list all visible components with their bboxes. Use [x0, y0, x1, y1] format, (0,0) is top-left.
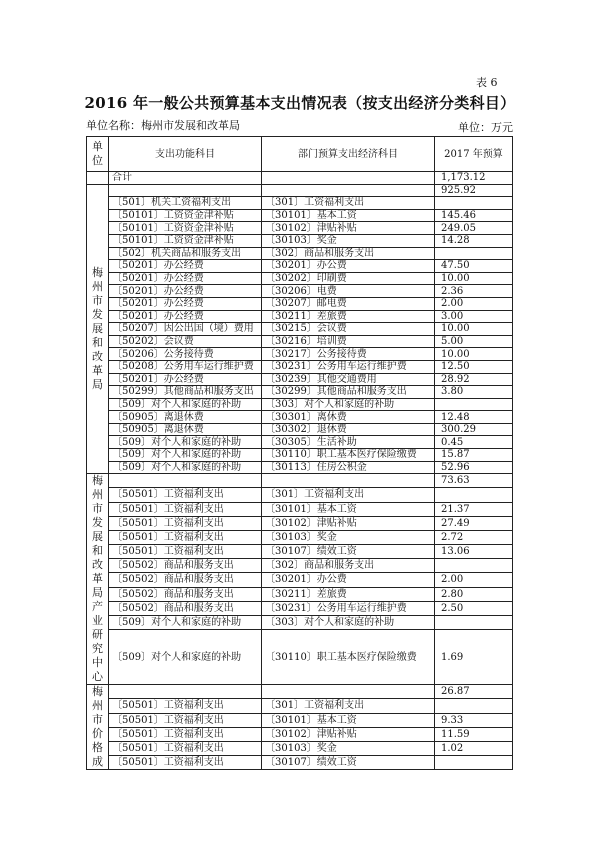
table-row [87, 530, 513, 544]
table-row [87, 559, 513, 573]
budget-value-cell: 10.00 [435, 323, 513, 336]
table-number: 表 6 [476, 76, 498, 89]
budget-value-cell [435, 247, 513, 260]
subtotal-row [87, 184, 513, 197]
page-title: 2016 年一般公共预算基本支出情况表（按支出经济分类科目） [84, 94, 516, 112]
subtotal-value: 73.63 [435, 474, 513, 488]
function-subject-cell: 〔50502〕商品和服务支出 [109, 601, 262, 615]
economic-subject-cell: 〔30206〕电费 [262, 285, 435, 298]
function-subject-cell: 〔50201〕办公经费 [109, 373, 262, 386]
table-row [87, 449, 513, 462]
economic-subject-cell: 〔30107〕绩效工资 [262, 545, 435, 559]
table-row [87, 197, 513, 210]
table-row [87, 545, 513, 559]
table-row [87, 222, 513, 235]
budget-value-cell: 21.37 [435, 502, 513, 516]
table-row [87, 573, 513, 587]
function-subject-cell: 〔50501〕工资福利支出 [109, 727, 262, 741]
header-economic-subject: 部门预算支出经济科目 [262, 137, 435, 172]
economic-subject-cell: 〔30201〕办公费 [262, 573, 435, 587]
economic-subject-cell: 〔30231〕公务用车运行维护费 [262, 601, 435, 615]
budget-value-cell: 2.50 [435, 601, 513, 615]
function-subject-cell: 〔50208〕公务用车运行维护费 [109, 360, 262, 373]
economic-subject-cell: 〔30216〕培训费 [262, 335, 435, 348]
unit-name-text: 梅州市发展和改革局产业研究中心 [92, 474, 103, 684]
economic-subject-cell: 〔30101〕基本工资 [262, 502, 435, 516]
table-row [87, 629, 513, 684]
table-row [87, 348, 513, 361]
unit-name-label: 单位名称：梅州市发展和改革局 [86, 119, 240, 132]
subtotal-func-cell [109, 184, 262, 197]
economic-subject-cell: 〔30113〕住房公积金 [262, 461, 435, 474]
function-subject-cell: 〔509〕对个人和家庭的补助 [109, 449, 262, 462]
header-unit: 单位 [87, 137, 109, 172]
budget-value-cell [435, 559, 513, 573]
total-label: 合计 [109, 172, 262, 185]
economic-subject-cell: 〔30202〕印刷费 [262, 272, 435, 285]
budget-value-cell: 2.80 [435, 587, 513, 601]
header-row [87, 137, 513, 172]
table-row [87, 260, 513, 273]
function-subject-cell: 〔50101〕工资资金津补贴 [109, 222, 262, 235]
table-row [87, 423, 513, 436]
table-row [87, 209, 513, 222]
unit-name-cell [87, 184, 109, 474]
budget-value-cell: 15.87 [435, 449, 513, 462]
budget-value-cell: 52.96 [435, 461, 513, 474]
subtotal-econ-cell [262, 184, 435, 197]
total-value: 1,173.12 [435, 172, 513, 185]
economic-subject-cell: 〔30101〕基本工资 [262, 209, 435, 222]
header-function-subject: 支出功能科目 [109, 137, 262, 172]
economic-subject-cell: 〔30211〕差旅费 [262, 587, 435, 601]
subtotal-func-cell [109, 685, 262, 699]
table-row [87, 587, 513, 601]
function-subject-cell: 〔50201〕办公经费 [109, 310, 262, 323]
currency-unit-label: 单位：万元 [458, 121, 513, 134]
total-unit-cell [87, 172, 109, 185]
economic-subject-cell: 〔30102〕津贴补贴 [262, 516, 435, 530]
budget-value-cell [435, 488, 513, 502]
table-row [87, 335, 513, 348]
economic-subject-cell: 〔30102〕津贴补贴 [262, 727, 435, 741]
function-subject-cell: 〔50299〕其他商品和服务支出 [109, 386, 262, 399]
economic-subject-cell: 〔30302〕退休费 [262, 423, 435, 436]
economic-subject-cell: 〔30207〕邮电费 [262, 297, 435, 310]
subtotal-func-cell [109, 474, 262, 488]
function-subject-cell: 〔50501〕工资福利支出 [109, 530, 262, 544]
subtotal-value: 26.87 [435, 685, 513, 699]
function-subject-cell: 〔50207〕因公出国（境）费用 [109, 323, 262, 336]
function-subject-cell: 〔50202〕会议费 [109, 335, 262, 348]
budget-value-cell: 2.36 [435, 285, 513, 298]
budget-value-cell [435, 398, 513, 411]
function-subject-cell: 〔50501〕工资福利支出 [109, 488, 262, 502]
economic-subject-cell: 〔303〕对个人和家庭的补助 [262, 615, 435, 629]
budget-value-cell: 28.92 [435, 373, 513, 386]
economic-subject-cell: 〔30103〕奖金 [262, 741, 435, 755]
economic-subject-cell: 〔30299〕其他商品和服务支出 [262, 386, 435, 399]
subtotal-row [87, 685, 513, 699]
budget-value-cell: 1.69 [435, 629, 513, 684]
table-row [87, 516, 513, 530]
economic-subject-cell: 〔30305〕生活补助 [262, 436, 435, 449]
economic-subject-cell: 〔30215〕会议费 [262, 323, 435, 336]
table-row [87, 756, 513, 770]
table-row [87, 411, 513, 424]
economic-subject-cell: 〔303〕对个人和家庭的补助 [262, 398, 435, 411]
table-row [87, 285, 513, 298]
function-subject-cell: 〔509〕对个人和家庭的补助 [109, 461, 262, 474]
table-row [87, 727, 513, 741]
function-subject-cell: 〔509〕对个人和家庭的补助 [109, 629, 262, 684]
header-budget-2017: 2017 年预算 [435, 137, 513, 172]
budget-value-cell: 1.02 [435, 741, 513, 755]
function-subject-cell: 〔50201〕办公经费 [109, 260, 262, 273]
budget-value-cell: 3.80 [435, 386, 513, 399]
economic-subject-cell: 〔30102〕津贴补贴 [262, 222, 435, 235]
economic-subject-cell: 〔30239〕其他交通费用 [262, 373, 435, 386]
budget-value-cell: 12.50 [435, 360, 513, 373]
function-subject-cell: 〔50501〕工资福利支出 [109, 516, 262, 530]
economic-subject-cell: 〔30110〕职工基本医疗保险缴费 [262, 629, 435, 684]
budget-value-cell [435, 699, 513, 713]
function-subject-cell: 〔50501〕工资福利支出 [109, 741, 262, 755]
table-row [87, 234, 513, 247]
table-row [87, 323, 513, 336]
function-subject-cell: 〔50501〕工资福利支出 [109, 545, 262, 559]
function-subject-cell: 〔50502〕商品和服务支出 [109, 573, 262, 587]
function-subject-cell: 〔50501〕工资福利支出 [109, 699, 262, 713]
budget-value-cell [435, 615, 513, 629]
economic-subject-cell: 〔30217〕公务接待费 [262, 348, 435, 361]
economic-subject-cell: 〔30103〕奖金 [262, 530, 435, 544]
subtotal-econ-cell [262, 685, 435, 699]
economic-subject-cell: 〔301〕工资福利支出 [262, 488, 435, 502]
subtotal-value: 925.92 [435, 184, 513, 197]
budget-value-cell: 13.06 [435, 545, 513, 559]
table-row [87, 461, 513, 474]
function-subject-cell: 〔50501〕工资福利支出 [109, 756, 262, 770]
table-row [87, 502, 513, 516]
table-row [87, 488, 513, 502]
table-row [87, 699, 513, 713]
budget-value-cell: 145.46 [435, 209, 513, 222]
table-row [87, 713, 513, 727]
economic-subject-cell: 〔30107〕绩效工资 [262, 756, 435, 770]
budget-value-cell: 5.00 [435, 335, 513, 348]
budget-table [86, 136, 513, 770]
unit-name-text: 梅州市发展和改革局 [92, 265, 103, 391]
economic-subject-cell: 〔302〕商品和服务支出 [262, 559, 435, 573]
table-row [87, 297, 513, 310]
unit-name-cell [87, 685, 109, 770]
table-row [87, 310, 513, 323]
total-row [87, 172, 513, 185]
table-row [87, 741, 513, 755]
table-row [87, 247, 513, 260]
function-subject-cell: 〔501〕机关工资福利支出 [109, 197, 262, 210]
economic-subject-cell: 〔301〕工资福利支出 [262, 699, 435, 713]
economic-subject-cell: 〔30301〕离休费 [262, 411, 435, 424]
budget-value-cell: 0.45 [435, 436, 513, 449]
table-row [87, 272, 513, 285]
function-subject-cell: 〔502〕机关商品和服务支出 [109, 247, 262, 260]
economic-subject-cell: 〔30231〕公务用车运行维护费 [262, 360, 435, 373]
function-subject-cell: 〔50101〕工资资金津补贴 [109, 234, 262, 247]
function-subject-cell: 〔509〕对个人和家庭的补助 [109, 436, 262, 449]
budget-value-cell: 11.59 [435, 727, 513, 741]
function-subject-cell: 〔50502〕商品和服务支出 [109, 587, 262, 601]
function-subject-cell: 〔509〕对个人和家庭的补助 [109, 615, 262, 629]
table-row [87, 601, 513, 615]
table-row [87, 373, 513, 386]
budget-value-cell: 2.72 [435, 530, 513, 544]
table-row [87, 386, 513, 399]
budget-value-cell: 10.00 [435, 272, 513, 285]
economic-subject-cell: 〔302〕商品和服务支出 [262, 247, 435, 260]
budget-value-cell: 27.49 [435, 516, 513, 530]
budget-value-cell [435, 756, 513, 770]
economic-subject-cell: 〔30101〕基本工资 [262, 713, 435, 727]
economic-subject-cell: 〔30110〕职工基本医疗保险缴费 [262, 449, 435, 462]
subtotal-econ-cell [262, 474, 435, 488]
total-econ-cell [262, 172, 435, 185]
table-row [87, 398, 513, 411]
function-subject-cell: 〔50201〕办公经费 [109, 297, 262, 310]
function-subject-cell: 〔50501〕工资福利支出 [109, 502, 262, 516]
function-subject-cell: 〔50201〕办公经费 [109, 272, 262, 285]
economic-subject-cell: 〔30211〕差旅费 [262, 310, 435, 323]
function-subject-cell: 〔509〕对个人和家庭的补助 [109, 398, 262, 411]
budget-value-cell: 249.05 [435, 222, 513, 235]
budget-value-cell: 2.00 [435, 297, 513, 310]
table-row [87, 615, 513, 629]
budget-value-cell: 9.33 [435, 713, 513, 727]
budget-value-cell: 300.29 [435, 423, 513, 436]
table-row [87, 360, 513, 373]
function-subject-cell: 〔50905〕离退休费 [109, 411, 262, 424]
function-subject-cell: 〔50206〕公务接待费 [109, 348, 262, 361]
budget-value-cell: 3.00 [435, 310, 513, 323]
budget-value-cell: 12.48 [435, 411, 513, 424]
budget-value-cell: 47.50 [435, 260, 513, 273]
budget-value-cell: 2.00 [435, 573, 513, 587]
function-subject-cell: 〔50502〕商品和服务支出 [109, 559, 262, 573]
subtotal-row [87, 474, 513, 488]
budget-value-cell: 14.28 [435, 234, 513, 247]
function-subject-cell: 〔50101〕工资资金津补贴 [109, 209, 262, 222]
unit-name-cell [87, 474, 109, 685]
budget-value-cell [435, 197, 513, 210]
function-subject-cell: 〔50905〕离退休费 [109, 423, 262, 436]
function-subject-cell: 〔50501〕工资福利支出 [109, 713, 262, 727]
table-row [87, 436, 513, 449]
budget-value-cell: 10.00 [435, 348, 513, 361]
unit-name-text: 梅州市价格成 [92, 685, 103, 769]
economic-subject-cell: 〔30201〕办公费 [262, 260, 435, 273]
function-subject-cell: 〔50201〕办公经费 [109, 285, 262, 298]
economic-subject-cell: 〔30103〕奖金 [262, 234, 435, 247]
economic-subject-cell: 〔301〕工资福利支出 [262, 197, 435, 210]
